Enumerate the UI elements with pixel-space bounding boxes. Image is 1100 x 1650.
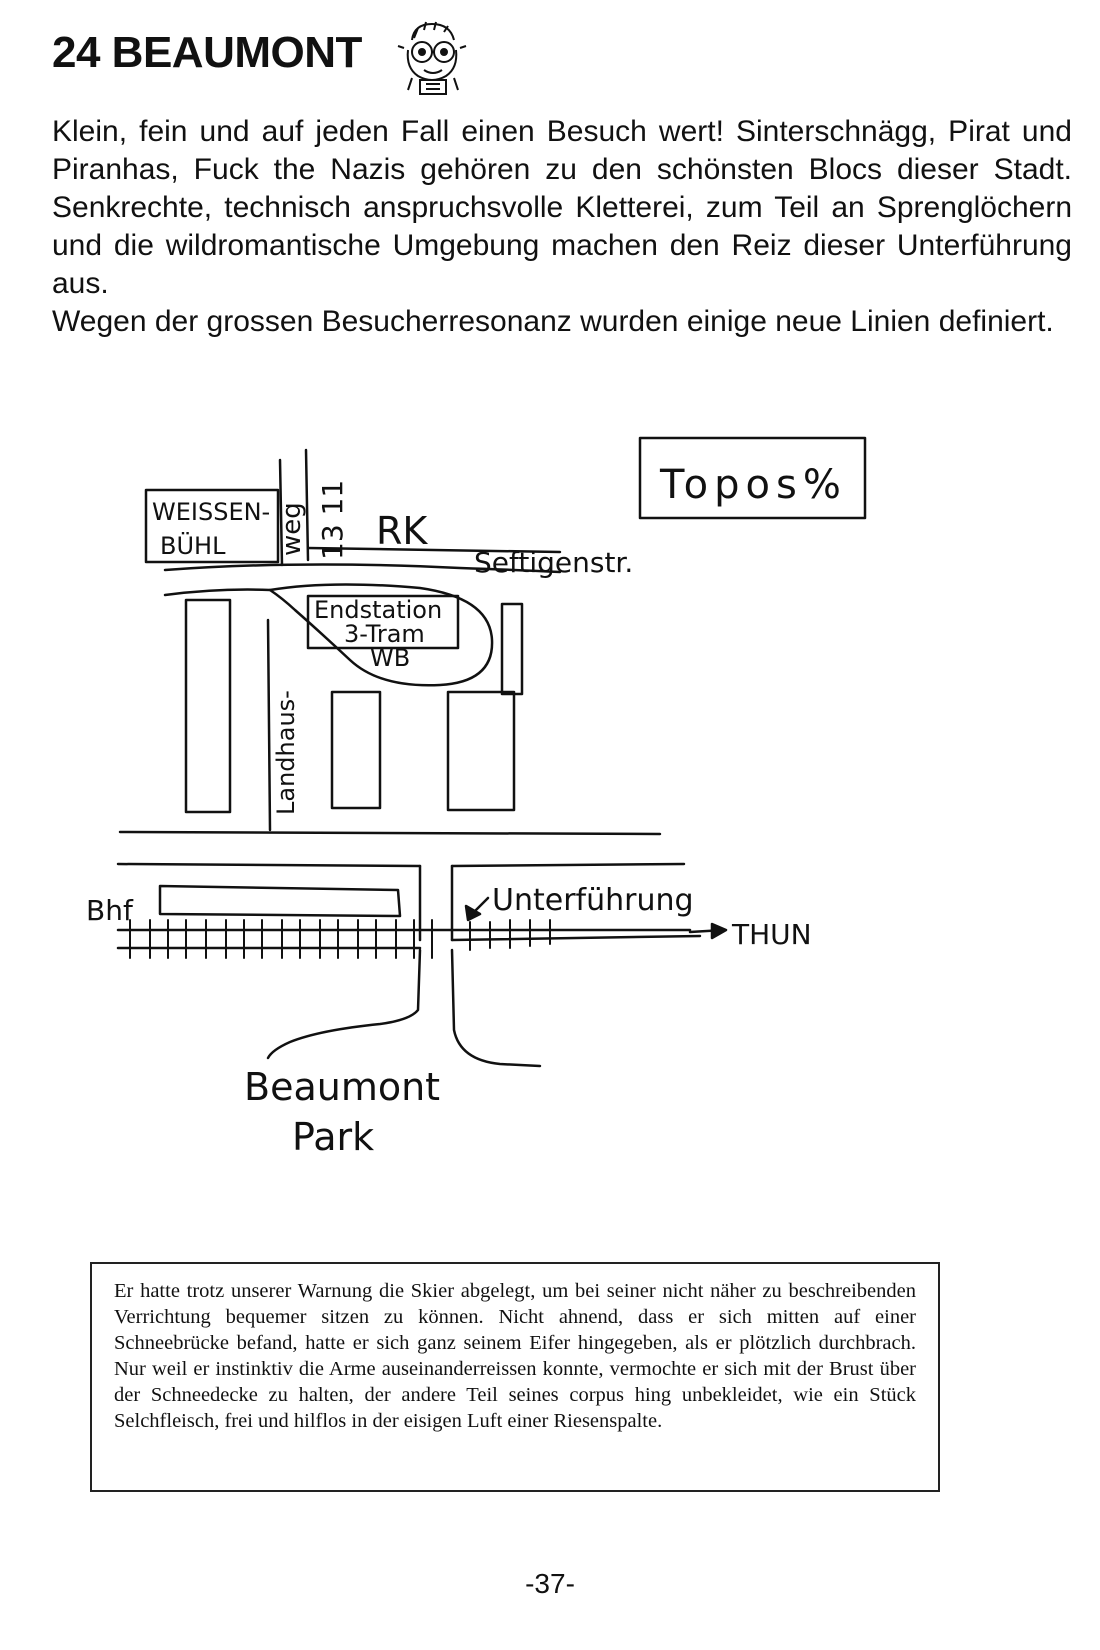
intro-paragraph: Klein, fein und auf jeden Fall einen Besuch wert! Sinterschnägg, Pirat und Piranhas, Fuck the Nazis gehören zu den schönsten Blocs dieser Stadt. Senkrechte, technisch anspruchsvolle Kletterei, zum Teil an Sprenglöchern und die wildromantische Umgebung machen den Reiz dieser Unterführung aus.	[52, 115, 1072, 300]
park-path-right	[452, 950, 540, 1066]
rk-label: RK	[376, 509, 428, 553]
road-line-3	[165, 590, 270, 595]
building-right	[448, 692, 514, 810]
beaumont-label: Beaumont	[244, 1065, 441, 1109]
landhaus-street	[268, 620, 270, 830]
building-right-small	[502, 604, 522, 694]
seftigen-label: Seftigenstr.	[474, 546, 634, 579]
intro-paragraph-2: Wegen der grossen Besucherresonanz wurden einige neue Linien definiert.	[52, 305, 1054, 338]
thun-arrow-head	[712, 924, 726, 938]
park-path-left	[268, 950, 420, 1058]
page-number: -37-	[525, 1568, 575, 1599]
endstation-label-2: 3-Tram	[344, 620, 425, 648]
sketch-map	[0, 420, 1100, 1200]
landhaus-label: Landhaus-	[272, 690, 300, 815]
weissenbuehl-label-1: WEISSEN-	[152, 498, 271, 526]
weissenbuehl-label-2: BÜHL	[160, 532, 226, 560]
building-middle	[332, 692, 380, 808]
road-lower-1	[120, 832, 660, 834]
intro-text	[52, 113, 1072, 341]
section-title: 24 BEAUMONT	[52, 28, 362, 77]
bhf-label: Bhf	[86, 894, 133, 927]
park-label: Park	[292, 1115, 375, 1159]
thun-label: THUN	[732, 918, 812, 951]
hand-drawn-map	[0, 420, 1100, 1200]
station-platform	[160, 886, 400, 916]
endstation-label-1: Endstation	[314, 596, 443, 624]
unterfuehrung-label: Unterführung	[492, 883, 694, 918]
endstation-label-3: WB	[370, 644, 411, 672]
road-lower-2	[118, 864, 420, 866]
anecdote-box: Er hatte trotz unserer Warnung die Skier abgelegt, um bei seiner nicht näher zu beschreibenden Verrichtung bequemer sitzen zu können. Nicht ahnend, dass er sich mitten auf einer Schneebrücke befand, hatte er sich ganz seinem Eifer hingegeben, als er plötzlich durchbrach. Nur weil er instinktiv die Arme auseinanderreissen konnte, vermochte er sich mit der Brust über der Schneedecke zu halten, der andere Teil seines corpus hing unbekleidet, wie ein Stück Selchfleisch, frei und hilflos in der eisigen Luft einer Riesenspalte.	[90, 1262, 940, 1492]
road-lower-3	[452, 864, 684, 866]
tram-number-label: 13 11	[316, 479, 349, 560]
topos-label: Topos%	[660, 462, 847, 508]
building-left-tall	[186, 600, 230, 812]
weg-label: weg	[277, 502, 307, 556]
cartoon-face-with-glasses-icon	[384, 18, 474, 98]
